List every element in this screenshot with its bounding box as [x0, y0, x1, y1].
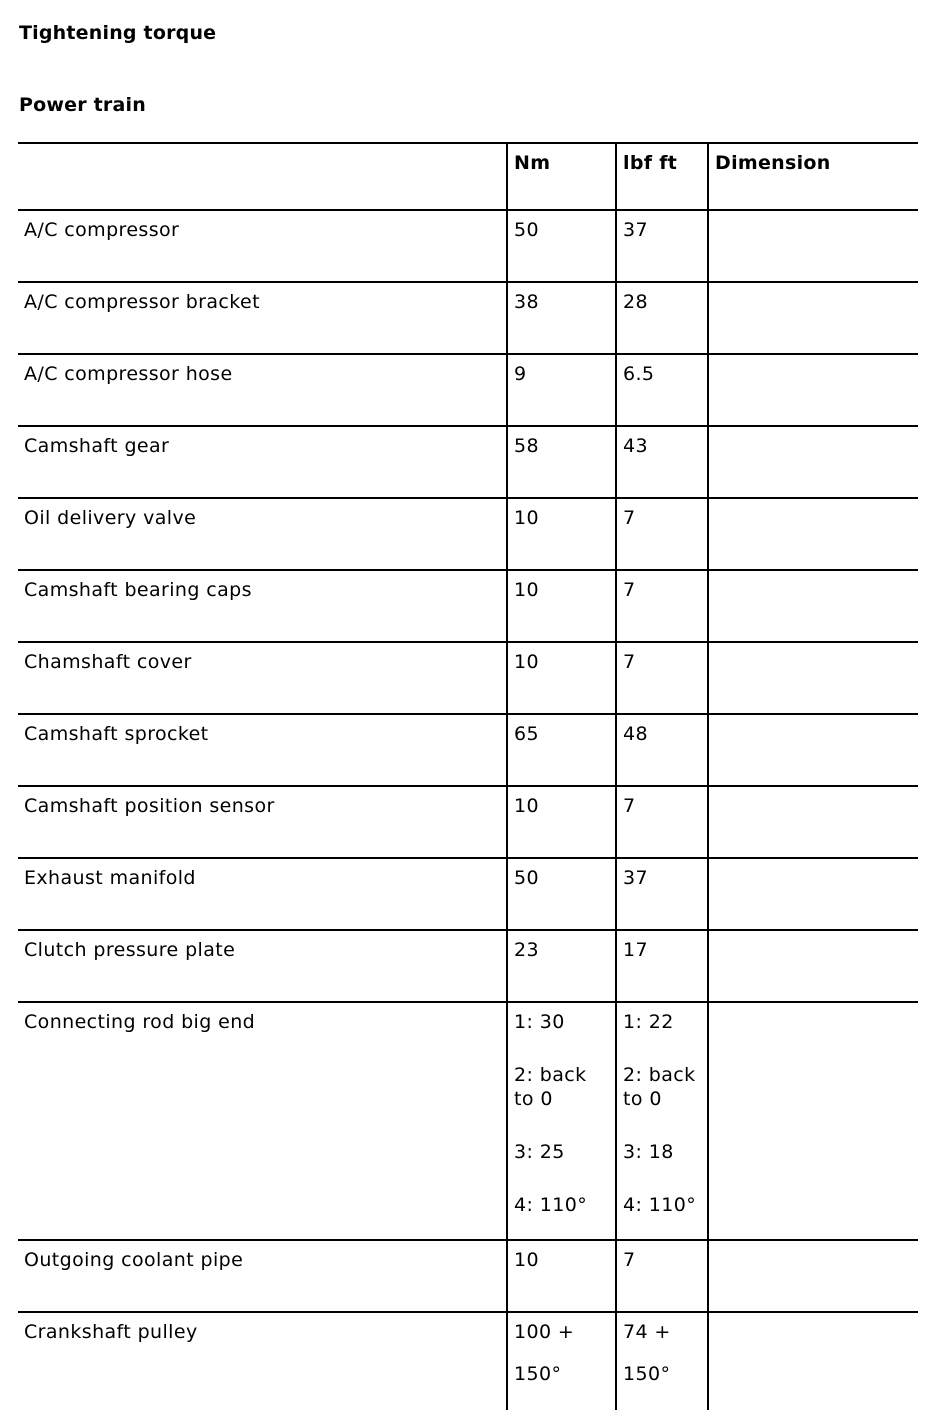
cell-part: Clutch pressure plate	[18, 930, 507, 1002]
cell-lbf-ft	[616, 930, 708, 1002]
cell-part: Crankshaft pulley	[18, 1312, 507, 1410]
table-row	[18, 786, 918, 858]
table-row	[18, 858, 918, 930]
table-row	[18, 570, 918, 642]
cell-dimension	[708, 426, 918, 498]
cell-nm	[507, 858, 616, 930]
nm-value: 50	[514, 867, 539, 889]
table-row	[18, 1240, 918, 1312]
cell-lbf-ft	[616, 642, 708, 714]
lbf-ft-value: 150°	[623, 1363, 671, 1385]
cell-nm	[507, 1002, 616, 1240]
cell-part: Oil delivery valve	[18, 498, 507, 570]
lbf-ft-value: 4: 110°	[623, 1194, 697, 1216]
cell-lbf-ft	[616, 570, 708, 642]
lbf-ft-value: 6.5	[623, 363, 655, 385]
nm-value: 10	[514, 795, 539, 817]
nm-value: 10	[514, 1249, 539, 1271]
cell-lbf-ft	[616, 498, 708, 570]
cell-lbf-ft	[616, 282, 708, 354]
cell-nm	[507, 1312, 616, 1410]
cell-nm	[507, 930, 616, 1002]
nm-value: 38	[514, 291, 539, 313]
table-row	[18, 1002, 918, 1240]
table-row	[18, 210, 918, 282]
cell-nm	[507, 714, 616, 786]
cell-lbf-ft	[616, 426, 708, 498]
lbf-ft-value: 7	[623, 651, 636, 673]
cell-part: Chamshaft cover	[18, 642, 507, 714]
cell-nm	[507, 498, 616, 570]
table-body	[18, 210, 918, 1410]
header-dimension: Dimension	[708, 143, 918, 210]
lbf-ft-value: 43	[623, 435, 648, 457]
nm-value: 10	[514, 651, 539, 673]
nm-value: 58	[514, 435, 539, 457]
lbf-ft-value: 28	[623, 291, 648, 313]
lbf-ft-value: 3: 18	[623, 1141, 674, 1163]
cell-nm	[507, 210, 616, 282]
cell-lbf-ft	[616, 1312, 708, 1410]
cell-lbf-ft	[616, 210, 708, 282]
table-row	[18, 714, 918, 786]
cell-part: A/C compressor hose	[18, 354, 507, 426]
cell-dimension	[708, 282, 918, 354]
nm-value: 65	[514, 723, 539, 745]
cell-lbf-ft	[616, 786, 708, 858]
table-row	[18, 282, 918, 354]
torque-table	[18, 142, 918, 1410]
cell-nm	[507, 282, 616, 354]
header-nm: Nm	[507, 143, 616, 210]
lbf-ft-value: 7	[623, 1249, 636, 1271]
lbf-ft-value: 74 +	[623, 1321, 671, 1343]
section-subtitle: Power train	[19, 94, 146, 116]
nm-value: 150°	[514, 1363, 562, 1385]
header-lbf-ft: lbf ft	[616, 143, 708, 210]
cell-dimension	[708, 1312, 918, 1410]
cell-lbf-ft	[616, 714, 708, 786]
cell-part: Camshaft bearing caps	[18, 570, 507, 642]
lbf-ft-value: 37	[623, 219, 648, 241]
cell-nm	[507, 1240, 616, 1312]
cell-part: A/C compressor bracket	[18, 282, 507, 354]
header-part	[18, 143, 507, 210]
cell-nm	[507, 642, 616, 714]
table-row	[18, 1312, 918, 1410]
lbf-ft-value: 17	[623, 939, 648, 961]
table-header-row	[18, 143, 918, 210]
lbf-ft-value: 7	[623, 579, 636, 601]
cell-dimension	[708, 858, 918, 930]
cell-dimension	[708, 498, 918, 570]
lbf-ft-value: 48	[623, 723, 648, 745]
cell-part: Camshaft position sensor	[18, 786, 507, 858]
nm-value: 3: 25	[514, 1141, 565, 1163]
cell-nm	[507, 426, 616, 498]
cell-lbf-ft	[616, 354, 708, 426]
cell-part: Exhaust manifold	[18, 858, 507, 930]
cell-part: A/C compressor	[18, 210, 507, 282]
nm-value: 23	[514, 939, 539, 961]
lbf-ft-value: 2: back to 0	[623, 1064, 696, 1110]
cell-dimension	[708, 354, 918, 426]
table-row	[18, 426, 918, 498]
cell-lbf-ft	[616, 858, 708, 930]
cell-part: Connecting rod big end	[18, 1002, 507, 1240]
cell-dimension	[708, 570, 918, 642]
cell-dimension	[708, 786, 918, 858]
cell-lbf-ft	[616, 1002, 708, 1240]
nm-value: 9	[514, 363, 527, 385]
cell-dimension	[708, 642, 918, 714]
table-row	[18, 930, 918, 1002]
lbf-ft-value: 1: 22	[623, 1011, 674, 1033]
cell-dimension	[708, 210, 918, 282]
cell-dimension	[708, 930, 918, 1002]
nm-value: 100 +	[514, 1321, 575, 1343]
lbf-ft-value: 7	[623, 795, 636, 817]
page-title: Tightening torque	[19, 22, 217, 44]
nm-value: 4: 110°	[514, 1194, 588, 1216]
cell-part: Camshaft gear	[18, 426, 507, 498]
table-row	[18, 498, 918, 570]
table-row	[18, 354, 918, 426]
lbf-ft-value: 37	[623, 867, 648, 889]
cell-nm	[507, 570, 616, 642]
cell-lbf-ft	[616, 1240, 708, 1312]
nm-value: 10	[514, 507, 539, 529]
nm-value: 10	[514, 579, 539, 601]
nm-value: 2: back to 0	[514, 1064, 587, 1110]
cell-part: Camshaft sprocket	[18, 714, 507, 786]
nm-value: 1: 30	[514, 1011, 565, 1033]
cell-dimension	[708, 1240, 918, 1312]
cell-nm	[507, 786, 616, 858]
table-row	[18, 642, 918, 714]
cell-nm	[507, 354, 616, 426]
cell-dimension	[708, 1002, 918, 1240]
nm-value: 50	[514, 219, 539, 241]
lbf-ft-value: 7	[623, 507, 636, 529]
cell-dimension	[708, 714, 918, 786]
cell-part: Outgoing coolant pipe	[18, 1240, 507, 1312]
